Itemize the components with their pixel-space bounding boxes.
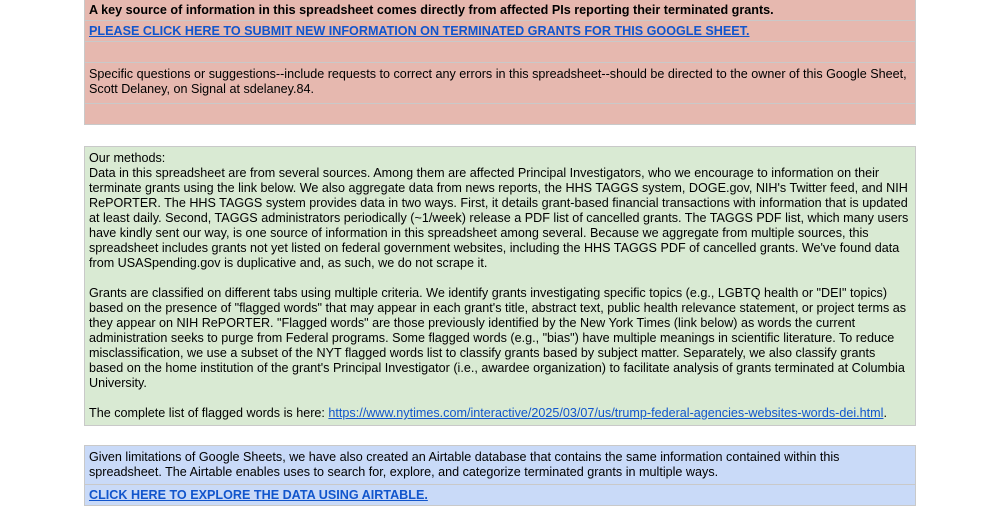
methods-heading: Our methods: xyxy=(89,151,166,165)
submit-link-cell[interactable] xyxy=(84,21,916,42)
spacer-row[interactable] xyxy=(84,426,916,446)
empty-cell[interactable] xyxy=(84,42,916,63)
nyt-flagged-words-link[interactable]: https://www.nytimes.com/interactive/2025/03/07/us/trump-federal-agencies-websites-words-dei.html xyxy=(328,406,884,420)
methods-cell[interactable] xyxy=(84,147,916,426)
flagged-words-suffix: . xyxy=(883,406,887,420)
empty-cell[interactable] xyxy=(84,104,916,125)
flagged-words-line xyxy=(89,406,911,421)
spacer-row[interactable] xyxy=(84,125,916,147)
contact-text: Specific questions or suggestions--include requests to correct any errors in this spreadsheet--should be directed to the owner of this Google Sheet, Scott Delaney, on Signal at sdelaney.84. xyxy=(89,67,907,96)
flagged-words-prefix: The complete list of flagged words is here: xyxy=(89,406,329,420)
submit-info-link[interactable]: PLEASE CLICK HERE TO SUBMIT NEW INFORMATION ON TERMINATED GRANTS FOR THIS GOOGLE SHEET. xyxy=(89,24,750,38)
spreadsheet-grid xyxy=(84,0,916,506)
airtable-description-cell[interactable] xyxy=(84,446,916,485)
key-source-cell[interactable] xyxy=(84,0,916,21)
key-source-text: A key source of information in this spreadsheet comes directly from affected PIs reporting their terminated grants. xyxy=(89,3,774,17)
contact-cell[interactable] xyxy=(84,63,916,104)
airtable-description-text: Given limitations of Google Sheets, we have also created an Airtable database that contains the same information contained within this spreadsheet. The Airtable enables uses to search for, explore, and categorize terminated grants in multiple ways. xyxy=(89,450,840,479)
methods-paragraph-classification: Grants are classified on different tabs using multiple criteria. We identify grants investigating specific topics (e.g., LGBTQ health or "DEI" topics) based on the presence of "flagged words" that may appear in each grant's title, abstract text, public health relevance statement, or project terms as they appear on NIH RePORTER. "Flagged words" are those previously identified by the New York Times (link below) as words the current administration seeks to purge from Federal programs. Some flagged words (e.g., "bias") have multiple meanings in scientific literature. To reduce misclassification, we use a subset of the NYT flagged words list to classify grants based by subject matter. Separately, we also classify grants based on the home institution of the grant's Principal Investigator (i.e., awardee organization) to facilitate analysis of grants terminated at Columbia University. xyxy=(89,286,907,390)
airtable-link-cell[interactable] xyxy=(84,485,916,506)
methods-paragraph-sources: Data in this spreadsheet are from several sources. Among them are affected Principal Investigators, who we encourage to information on their terminate grants using the link below. We also aggregate data from news reports, the HHS TAGGS system, DOGE.gov, NIH's Twitter feed, and NIH RePORTER. The HHS TAGGS system provides data in two ways. First, it details grant-based financial transactions with information that is updated at least daily. Second, TAGGS administrators periodically (~1/week) release a PDF list of cancelled grants. The TAGGS PDF list, which many users have kindly sent our way, is one source of information in this spreadsheet among several. Because we aggregate from multiple sources, this spreadsheet includes grants not yet listed on federal government websites, including the HHS TAGGS PDF of cancelled grants. We've found data from USASpending.gov is duplicative and, as such, we do not scrape it. xyxy=(89,166,909,270)
airtable-link[interactable]: CLICK HERE TO EXPLORE THE DATA USING AIRTABLE. xyxy=(89,488,428,502)
